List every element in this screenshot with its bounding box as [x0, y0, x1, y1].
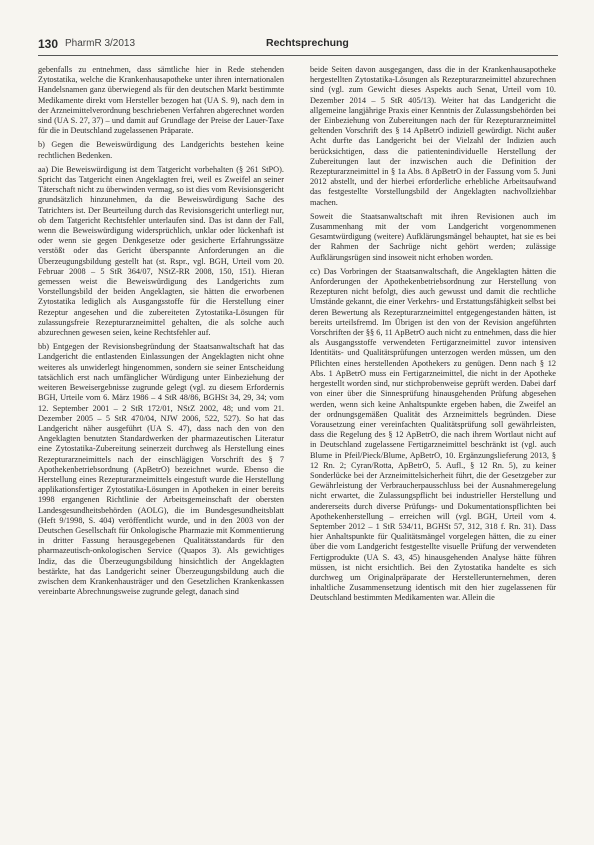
paragraph: gebenfalls zu entnehmen, dass sämtliche hier in Rede stehenden Zytostatika, welche die Krankenhausapotheke unter ihren internationalen Handelsnamen ganz überwiegend als für den deutschen Markt bestimmte Medikamente direkt vom Hersteller bezogen hat (UA S. 9), nach dem in der Arzneimittelverordnung beschriebenen Verfahren abgerechnet worden sind (UA S. 27, 37) – und damit auf Grundlage der Preise der Lauer-Taxe für die in Deutschland zugelassenen Präparate.	[38, 65, 284, 136]
paragraph: beide Seiten davon ausgegangen, dass die in der Krankenhausapotheke hergestellten Zytostatika-Lösungen als Rezepturarzneimittel abzurechnen sind (vgl. zum Gewicht dieses Aspekts auch Senat, Urteil vom 10. Dezember 2014 – 5 StR 405/13). Weiter hat das Landgericht die allgemeine langjährige Praxis einer Kenntnis der Zulassungsbehörden bei der Einbeziehung von Zubereitungen nach der für Rezepturarzneimittel geltenden Vorschrift des § 14 ApBetrO indiziell gewürdigt. Nicht außer Acht durfte das Landgericht bei der Vielzahl der Indizien auch berücksichtigen, dass die patientenindividuelle Herstellung der Zubereitungen laut der inzwischen auch die Definition der Rezepturarzneimittel in § 1a Abs. 8 ApBetrO in der Fassung vom 5. Juni 2012 abstellt, und der hierbei erforderliche erhebliche Arbeitsaufwand das festgestellte Vorstellungsbild der Angeklagten nachvollziehbar machen.	[310, 65, 556, 207]
running-header	[38, 34, 558, 54]
page-number: 130	[38, 37, 59, 51]
header-rule	[38, 55, 558, 56]
right-column	[310, 65, 556, 608]
journal-issue: PharmR 3/2013	[65, 38, 136, 49]
paragraph: aa) Die Beweiswürdigung ist dem Tatgericht vorbehalten (§ 261 StPO). Spricht das Tatgericht einen Angeklagten frei, weil es Zweifel an seiner Täterschaft nicht zu überwinden vermag, so ist dies vom Revisionsgericht grundsätzlich hinzunehmen, da die Beweiswürdigung Sache des Tatrichters ist. Der Beurteilung durch das Revisionsgericht unterliegt nur, ob dem Tatgericht Rechtsfehler unterlaufen sind. Das ist dann der Fall, wenn die Beweiswürdigung widersprüchlich, unklar oder lückenhaft ist oder wenn sie gegen Denkgesetze oder gesicherte Erfahrungssätze verstößt oder das Gericht überspannte Anforderungen an die Überzeugungsbildung gestellt hat (st. Rspr., vgl. BGH, Urteil vom 20. Februar 2008 – 5 StR 364/07, NStZ-RR 2008, 150, 151). Hieran gemessen weist die Beweiswürdigung des Landgerichts zum Vorstellungsbild der beiden Angeklagten, sie hätten die erworbenen Zytostatika lediglich als Ausgangsstoffe für die Herstellung einer Rezeptur angesehen und die zubereiteten Zytostatika-Lösungen für zulassungsfreie Rezepturarzneimittel gehalten, die als solche auch abzurechnen gewesen seien, keine Rechtsfehler auf.	[38, 164, 284, 338]
paragraph: bb) Entgegen der Revisionsbegründung der Staatsanwaltschaft hat das Landgericht die entlastenden Einlassungen der Angeklagten nicht ohne weiteres als unwiderlegt hingenommen, sondern sie seiner Entscheidung tatsächlich erst nach umfänglicher Würdigung unter Einbeziehung der weiteren Beweisergebnisse zugrunde gelegt (vgl. zu diesem Erfordernis BGH, Urteile vom 6. März 1986 – 4 StR 48/86, BGHSt 34, 29, 34; vom 12. September 2001 – 2 StR 172/01, NStZ 2002, 48; und vom 21. Dezember 2005 – 5 StR 470/04, NJW 2006, 522, 527). So hat das Landgericht näher ausgeführt (UA S. 47), dass nach den von den Angeklagten benutzten Standardwerken der pharmazeutischen Literatur eine Zytostatika-Zubereitung seinerzeit durchweg als Herstellung eines Rezepturarzneimittels nach der einschlägigen Vorschrift des § 7 Apothekenbetriebsordnung (ApBetrO) bezeichnet wurde. Ebenso die Herstellung eines Rezepturarzneimittels eingestuft wurde die Herstellung applikationsfertiger Zytostatika-Lösungen in Apotheken in einer bereits 1998 ergangenen Richtlinie der Arbeitsgemeinschaft der obersten Landesgesundheitsbehörden (AOLG), die im Bundesgesundheitsblatt (Heft 9/1998, S. 404) veröffentlicht wurde, und in den 2003 von der Deutschen Gesellschaft für Onkologische Pharmazie mit Kommentierung in dritter Fassung herausgegebenen Qualitätsstandards für den pharmazeutisch-onkologischen Service (Quapos 3). Als gewichtiges Indiz, das die Überzeugungsbildung hinsichtlich der Angeklagten bestärkte, hat das Landgericht seiner Überzeugungsbildung auch die zwischen dem Krankenhausträger und den Gesetzlichen Krankenkassen vereinbarte Abrechnungsweise zugrunde gelegt, danach sind	[38, 342, 284, 597]
left-column	[38, 65, 284, 601]
paragraph: Soweit die Staatsanwaltschaft mit ihren Revisionen auch im Zusammenhang mit der vom Landgericht vorgenommenen Gesamtwürdigung (weitere) Aufklärungsmängel behauptet, hat sie es bei der Rahmen der Sachrüge nicht gehört werden; zulässige Aufklärungsrügen sind insoweit nicht erhoben worden.	[310, 211, 556, 262]
section-title: Rechtsprechung	[266, 37, 349, 49]
paragraph: b) Gegen die Beweiswürdigung des Landgerichts bestehen keine rechtlichen Bedenken.	[38, 140, 284, 160]
paragraph: cc) Das Vorbringen der Staatsanwaltschaft, die Angeklagten hätten die Anforderungen der Apothekenbetriebsordnung zur Herstellung von Rezepturen nicht befolgt, dies auch gewusst und damit die rechtliche Umstände gekannt, die einer Verkehrs- und Erstattungsfähigkeit selbst bei deren Bewertung als Rezepturarzneimittel entgegengestanden hätten, ist bereits urteilsfremd. Im Übrigen ist den von der Revision angeführten Vorschriften der §§ 6, 11 ApBetrO auch nicht zu entnehmen, dass die hier als Ausgangsstoffe verwendeten Fertigarzneimittel zuvor intensiven Identitäts- und Qualitätsprüfungen unterzogen werden müssen, um den Pflichten eines herstellenden Apothekers zu genügen. Denn nach § 12 Abs. 1 ApBetrO muss ein Fertigarzneimittel, die nicht in der Apotheke hergestellt worden sind, nur stichprobenweise geprüft werden. Dabei darf von einer über die Sinnesprüfung hinausgehenden Prüfung abgesehen werden, wenn sich keine Anhaltspunkte ergeben haben, die Zweifel an der ordnungsgemäßen Qualität des Arzneimittels begründen. Diese Vorausetzung einer vereinfachten Qualitätsprüfung soll gewährleisten, dass die Regelung des § 12 ApBetrO, die nach ihrem Wortlaut nicht auf in Deutschland zugelassene Fertigarzneimittel beschränkt ist (vgl. auch Blume in Pfeil/Pieck/Blume, ApBetrO, 10. Ergänzungslieferung 2013, § 12 Rn. 2; Cyran/Rotta, ApBetrO, 5. Aufl., § 12 Rn. 5), zu keiner Sonderlücke bei der Arzneimittelsicherheit führt, die der Gesetzgeber zur Gewährleistung der Verbraucherpausschluss bei der Ausnahmeregelung nicht erwartet, die Zulassungspflicht bei industrieller Herstellung und andererseits durch diverse Prüfungs- und Dokumentationspflichten bei Apothekenherstellung – erreichen will (vgl. BGH, Urteil vom 4. September 2012 – 1 StR 534/11, BGHSt 57, 312, 318 f. Rn. 31). Dass hier Anhaltspunkte für Qualitätsmängel vorgelegen hätten, die zu einer über die vom Landgericht festgestellte visuelle Prüfung der verwendeten Fertigprodukte (UA S. 43, 45) hinausgehenden Analyse hätte führen müssen, ist nicht ersichtlich. Bei den Zytostatika handelte es sich durchweg um Originalpräparate der Herstellerunternehmen, deren inhaltliche Zusammensetzung identisch mit den hier zugelassenen für Deutschland bestimmten Medikamenten war. Allein die	[310, 266, 556, 603]
